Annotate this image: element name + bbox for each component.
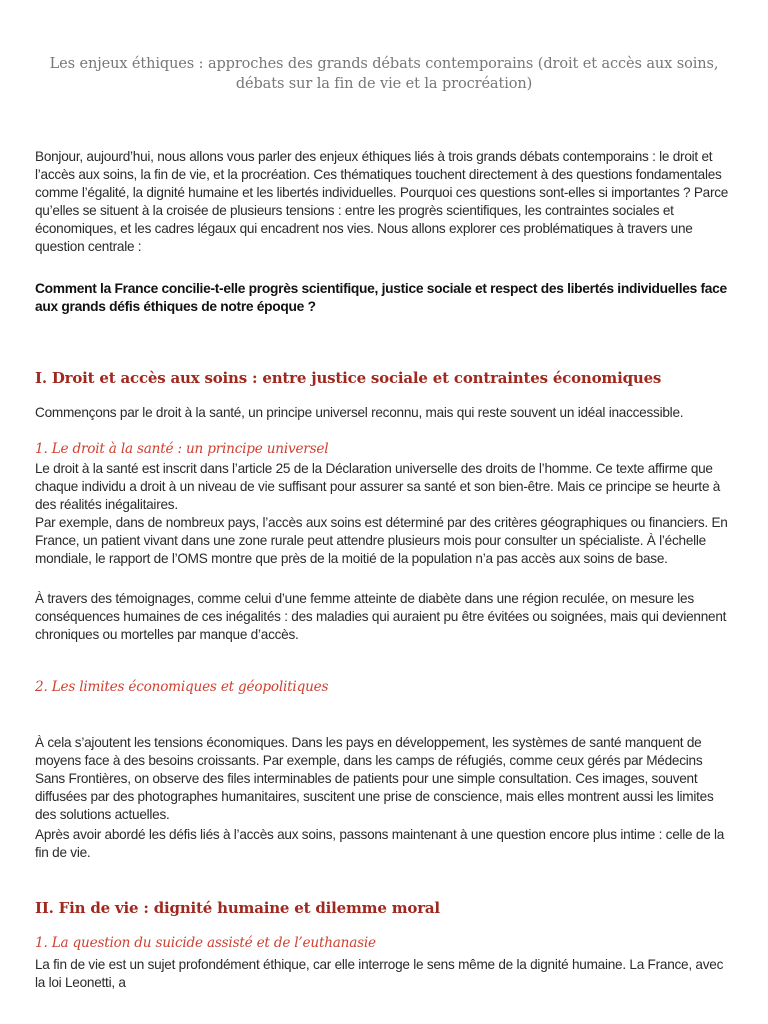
section-1-sub-2-paragraph-1: À cela s’ajoutent les tensions économiques. Dans les pays en développement, les systèmes de santé manquent de moyens face à des besoins croissants. Par exemple, dans les camps de réfugiés, comme ceux gérés par Médecins Sans Frontières, on observe des files interminables de patients pour une simple consultation. Ces images, souvent diffusées par des photographes humanitaires, suscitent une prise de conscience, mais elles montrent aussi les limites des solutions actuelles. [35, 735, 714, 822]
document-title: Les enjeux éthiques : approches des grands débats contemporains (droit et accès aux soins, débats sur la fin de vie et la procréation) [49, 56, 719, 92]
section-1-sub-1-paragraph-2: Par exemple, dans de nombreux pays, l’accès aux soins est déterminé par des critères géographiques ou financiers. En France, un patient vivant dans une zone rurale peut attendre plusieurs mois pour consulter un spécialiste. À l’échelle mondiale, le rapport de l’OMS montre que près de la moitié de la population n’a pas accès aux soins de base. [35, 515, 728, 566]
section-1-sub-1-heading: 1. Le droit à la santé : un principe universel [35, 441, 329, 457]
section-1-sub-2-heading: 2. Les limites économiques et géopolitiques [35, 679, 329, 695]
section-1-heading: I. Droit et accès aux soins : entre justice sociale et contraintes économiques [35, 369, 662, 387]
section-1-sub-1-paragraph-3: À travers des témoignages, comme celui d’une femme atteinte de diabète dans une région reculée, on mesure les conséquences humaines de ces inégalités : des maladies qui auraient pu être évitées ou soignées, mais qui deviennent chroniques ou mortelles par manque d’accès. [35, 591, 727, 642]
central-question: Comment la France concilie-t-elle progrès scientifique, justice sociale et respect des libertés individuelles face aux grands défis éthiques de notre époque ? [35, 281, 727, 314]
section-2-sub-1-paragraph-1: La fin de vie est un sujet profondément éthique, car elle interroge le sens même de la dignité humaine. La France, avec la loi Leonetti, a [35, 957, 724, 990]
section-1-sub-2-paragraph-2: Après avoir abordé les défis liés à l’accès aux soins, passons maintenant à une question encore plus intime : celle de la fin de vie. [35, 827, 725, 860]
intro-paragraph: Bonjour, aujourd’hui, nous allons vous parler des enjeux éthiques liés à trois grands débats contemporains : le droit et l’accès aux soins, la fin de vie, et la procréation. Ces thématiques touchent directement à des questions fondamentales comme l’égalité, la dignité humaine et les libertés individuelles. Pourquoi ces questions sont-elles si importantes ? Parce qu’elles se situent à la croisée de plusieurs tensions : entre les progrès scientifiques, les contraintes sociales et économiques, et les cadres légaux qui encadrent nos vies. Nous allons explorer ces problématiques à travers une question centrale : [35, 149, 729, 254]
section-2-sub-1-heading: 1. La question du suicide assisté et de l’euthanasie [35, 935, 376, 951]
section-1-sub-1-paragraph-1: Le droit à la santé est inscrit dans l’article 25 de la Déclaration universelle des droits de l’homme. Ce texte affirme que chaque individu a droit à un niveau de vie suffisant pour assurer sa santé et son bien-être. Mais ce principe se heurte à des réalités inégalitaires. [35, 461, 721, 512]
section-2-heading: II. Fin de vie : dignité humaine et dilemme moral [35, 899, 440, 917]
section-1-intro: Commençons par le droit à la santé, un principe universel reconnu, mais qui reste souvent un idéal inaccessible. [35, 405, 684, 420]
